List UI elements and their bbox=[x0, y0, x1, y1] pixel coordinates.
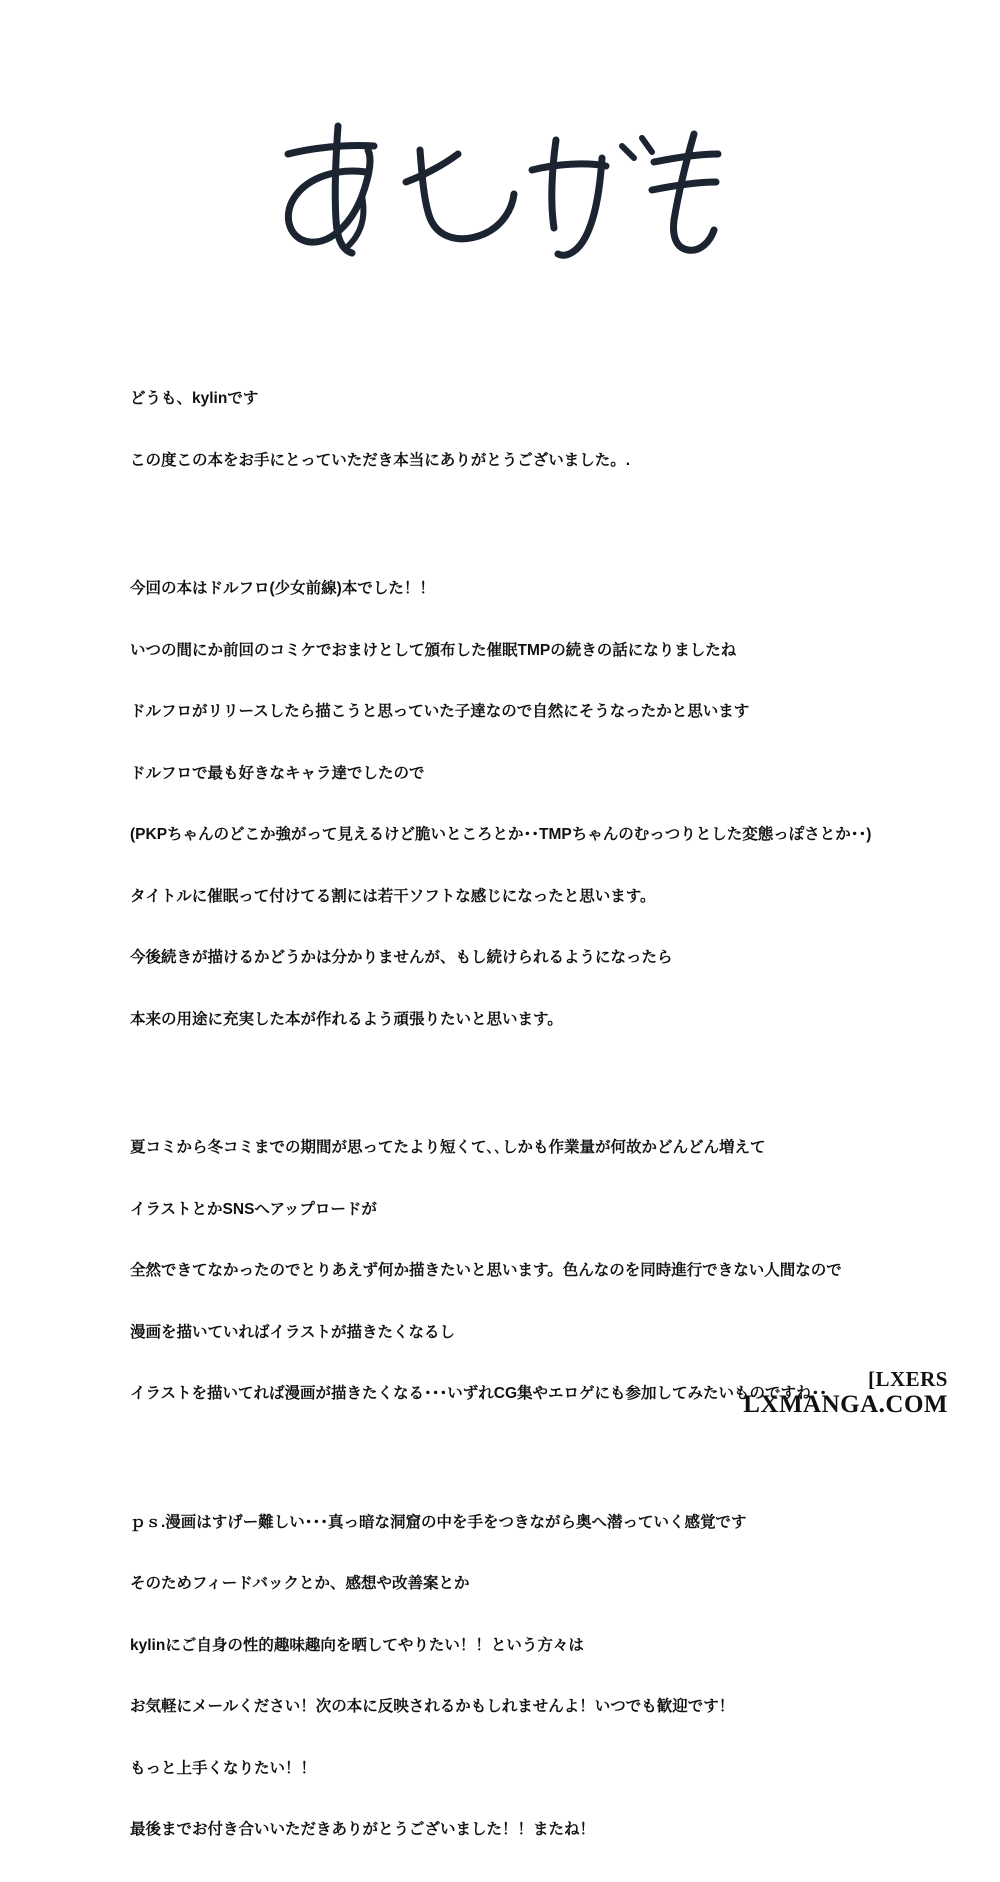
text-line: 今回の本はドルフロ(少女前線)本でした！！ bbox=[130, 580, 435, 597]
text-line: kylinにご自身の性的趣味趣向を晒してやりたい！！という方々は bbox=[130, 1636, 584, 1654]
paragraph-2 bbox=[130, 538, 930, 1071]
text-line: 最後までお付き合いいただきありがとうございました！！またね！ bbox=[130, 1821, 596, 1838]
text-line: イラストを描いてれば漫画が描きたくなる･･･いずれCG集やエロゲにも参加してみたいものですね･･ bbox=[130, 1385, 828, 1402]
page-title-handwritten bbox=[270, 110, 730, 290]
text-line: イラストとかSNSへアップロードが bbox=[130, 1200, 377, 1218]
paragraph-1 bbox=[130, 348, 930, 512]
text-line: どうも、kylinです bbox=[130, 390, 259, 407]
text-line: 夏コミから冬コミまでの期間が思ってたより短くて､､しかも作業量が何故かどんどん増えて bbox=[130, 1139, 766, 1156]
text-line: ｐｓ.漫画はすげー難しい･･･真っ暗な洞窟の中を手をつきながら奥へ潜っていく感覚です bbox=[130, 1513, 747, 1531]
text-line: 漫画を描いていればイラストが描きたくなるし bbox=[130, 1323, 456, 1341]
text-line: 全然できてなかったのでとりあえず何か描きたいと思います。色んなのを同時進行できない人間なので bbox=[130, 1262, 842, 1279]
text-line: タイトルに催眠って付けてる割には若干ソフトな感じになったと思います。 bbox=[130, 887, 656, 905]
text-line: ドルフロがリリースしたら描こうと思っていた子達なので自然にそうなったかと思います bbox=[130, 703, 750, 720]
text-line: もっと上手くなりたい！！ bbox=[130, 1759, 317, 1777]
text-line: この度この本をお手にとっていただき本当にありがとうございました。. bbox=[130, 451, 630, 469]
watermark-top-label: [LXERS bbox=[867, 1367, 948, 1391]
text-line: 本来の用途に充実した本が作れるよう頑張りたいと思います。 bbox=[130, 1010, 563, 1028]
text-line: ドルフロで最も好きなキャラ達でしたので bbox=[130, 764, 425, 782]
text-line: いつの間にか前回のコミケでおまけとして頒布した催眠TMPの続きの話になりましたね bbox=[130, 641, 737, 659]
afterword-body bbox=[130, 348, 930, 1882]
paragraph-4 bbox=[130, 1472, 930, 1882]
watermark bbox=[743, 1367, 948, 1419]
text-line: そのためフィードバックとか、感想や改善案とか bbox=[130, 1575, 470, 1592]
text-line: お気軽にメールください！次の本に反映されるかもしれませんよ！いつでも歓迎です！ bbox=[130, 1698, 735, 1715]
text-line: (PKPちゃんのどこか強がって見えるけど脆いところとか･･TMPちゃんのむっつりとした変態っぽさとか･･) bbox=[130, 826, 872, 843]
text-line: 今後続きが描けるかどうかは分かりませんが、もし続けられるようになったら bbox=[130, 949, 673, 966]
watermark-site-label: LXMANGA.COM bbox=[743, 1391, 948, 1418]
